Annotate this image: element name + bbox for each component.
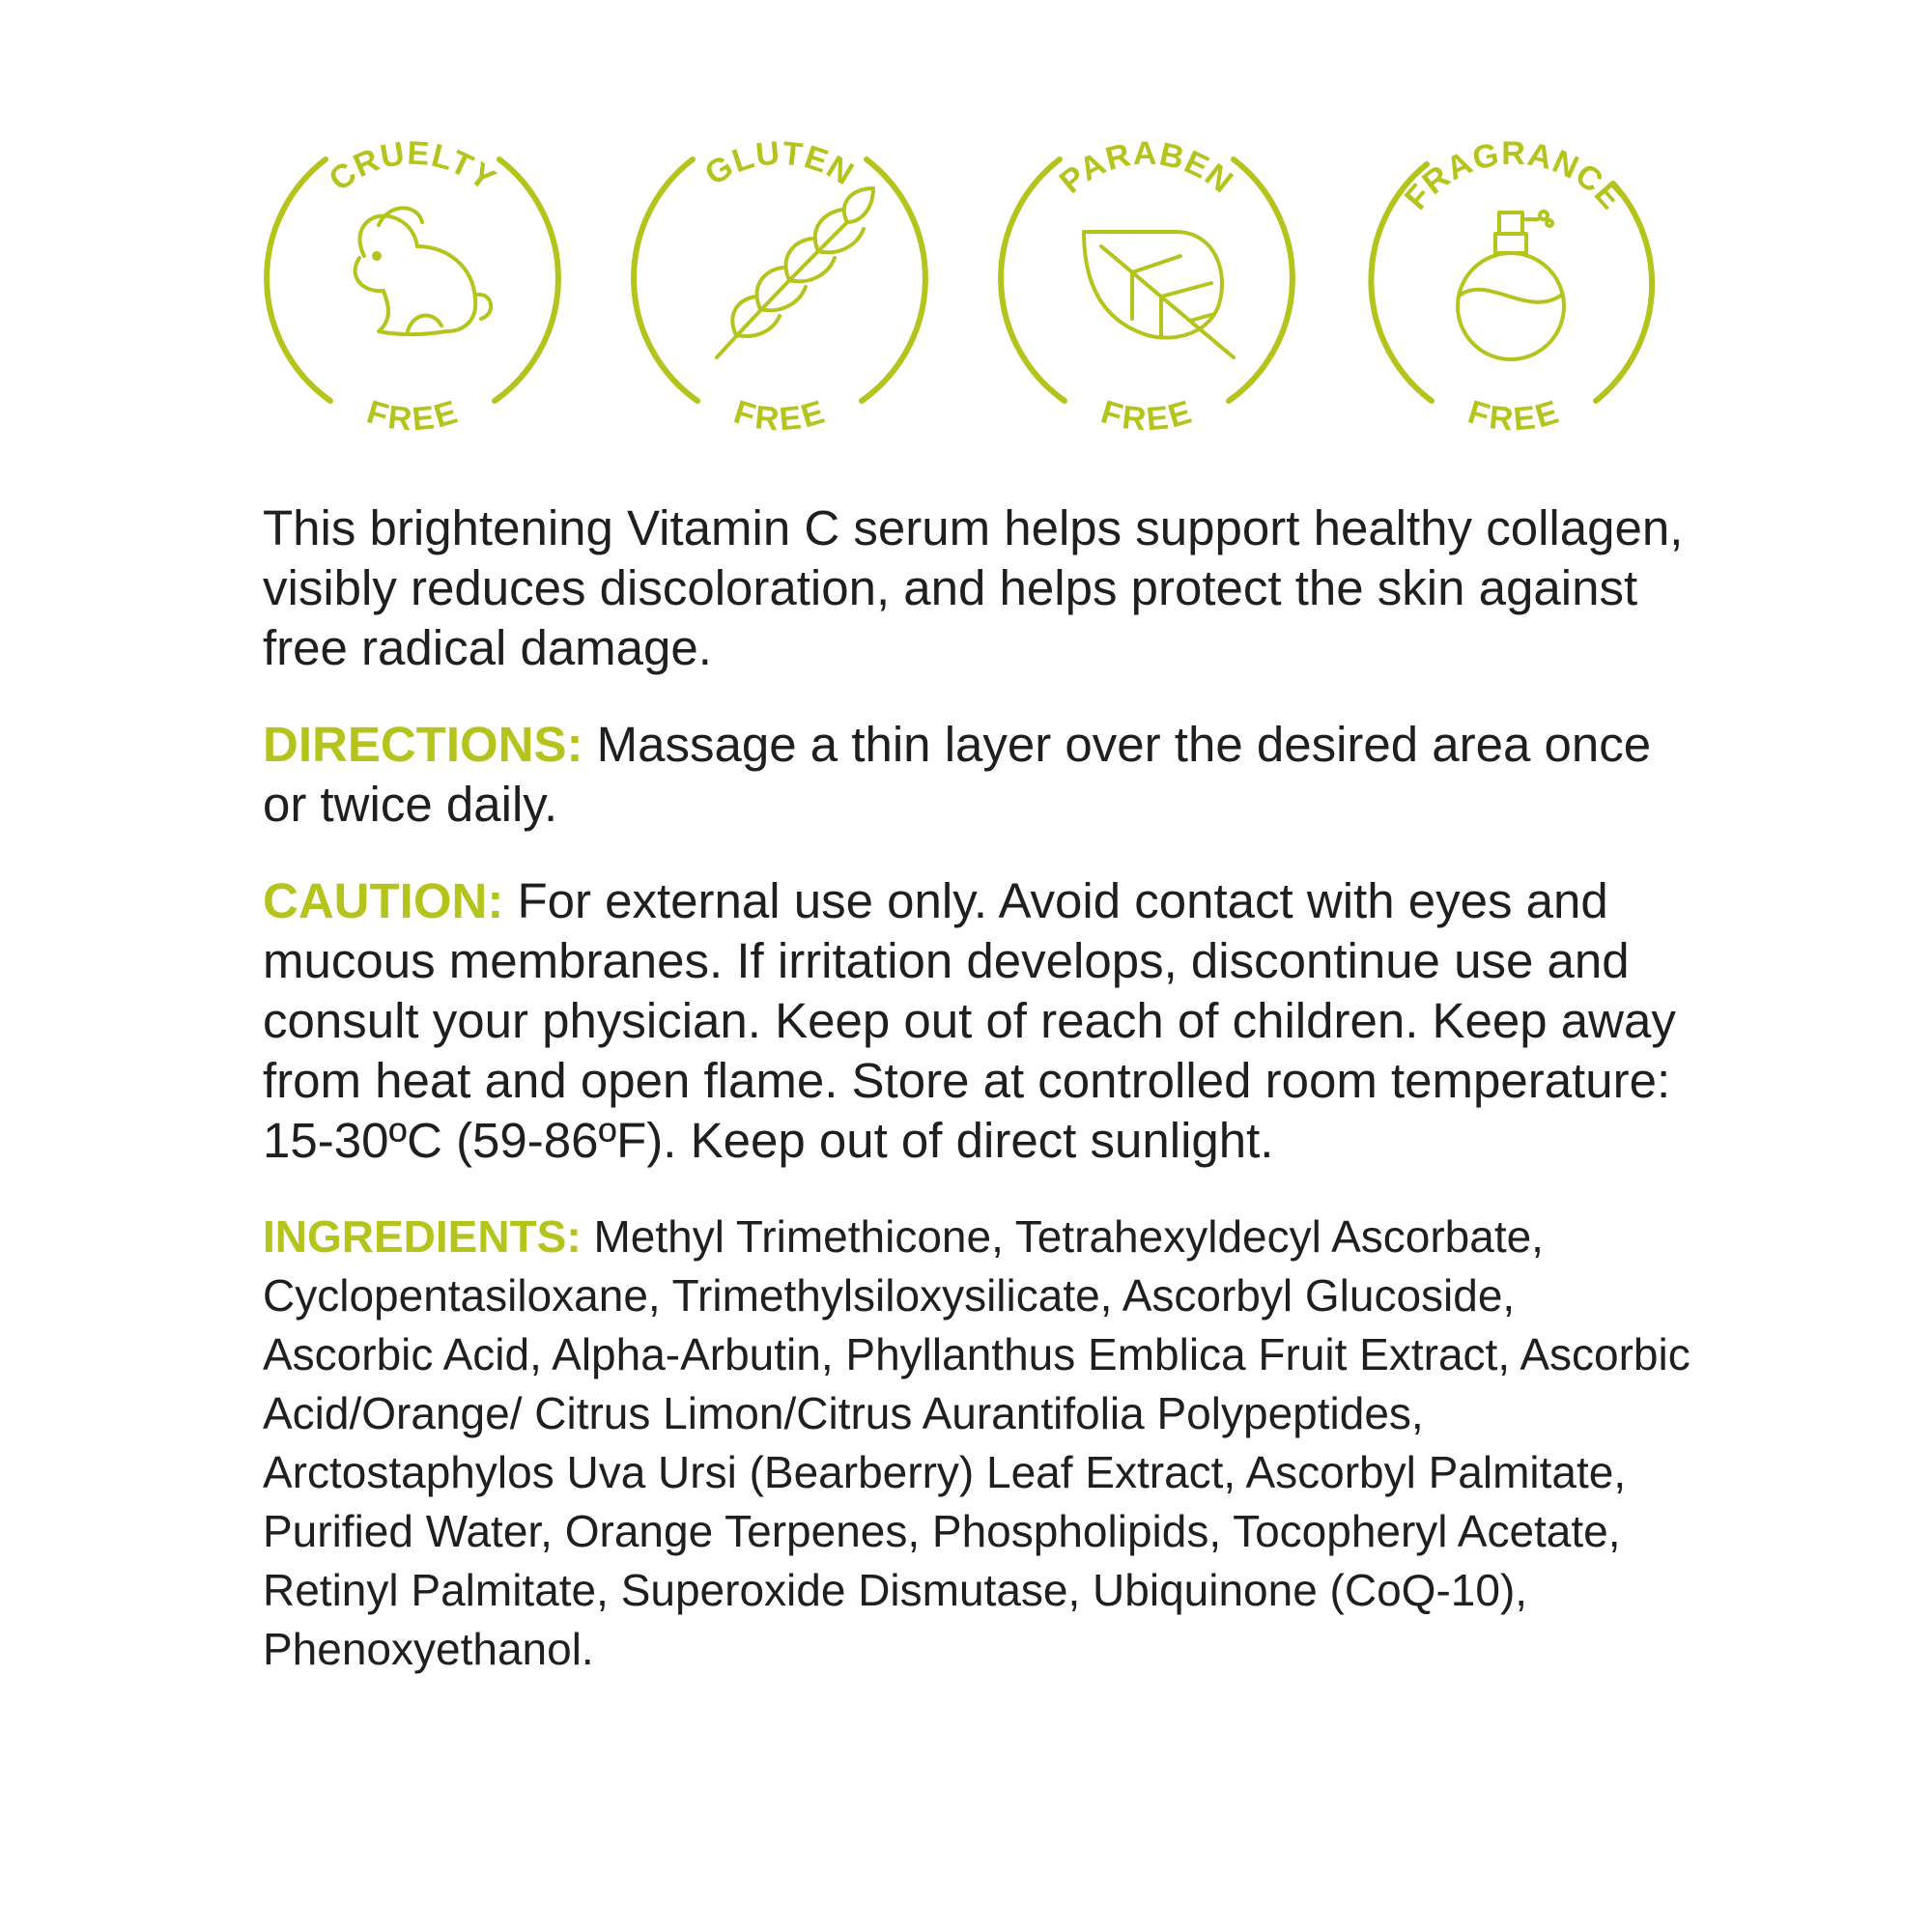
caution-section (263, 871, 1692, 1171)
directions-heading: DIRECTIONS: (263, 717, 583, 772)
product-description: This brightening Vitamin C serum helps support healthy collagen, visibly reduces discoloration, and helps protect the skin against free radical damage. (263, 500, 1684, 675)
badge-paraben-free (987, 111, 1306, 459)
rabbit-icon (355, 208, 492, 334)
badge-bottom-label: FREE (1463, 393, 1564, 439)
badge-gluten-free-graphic (620, 111, 939, 459)
badge-bottom-label: FREE (729, 393, 830, 439)
badge-top-label: FRAGRANCE (1397, 134, 1631, 217)
badge-cruelty-free-graphic (253, 111, 572, 459)
directions-section (263, 715, 1692, 835)
badge-paraben-free-graphic (987, 111, 1306, 459)
free-from-badges (0, 0, 1932, 464)
badge-fragrance-free-graphic (1354, 111, 1673, 459)
badge-top-label: GLUTEN (698, 134, 861, 193)
badge-cruelty-free (253, 111, 572, 459)
badge-gluten-free (620, 111, 939, 459)
badge-top-label: PARABEN (1052, 134, 1240, 201)
badge-bottom-label: FREE (362, 393, 463, 439)
wheat-icon (717, 188, 873, 357)
directions-text: Massage a thin layer over the desired area once or twice daily. (263, 717, 1652, 832)
product-info (263, 498, 1692, 1716)
caution-heading: CAUTION: (263, 873, 504, 928)
ingredients-text: Methyl Trimethicone, Tetrahexyldecyl Ascorbate, Cyclopentasiloxane, Trimethylsiloxysilicate, Ascorbyl Glucoside, Ascorbic Acid, Alpha-Arbutin, Phyllanthus Emblica Fruit Extract, Ascorbic Acid/Orange/ Citrus Limon/Citrus Aurantifolia Polypeptides, Arctostaphylos Uva Ursi (Bearberry) Leaf Extract, Ascorbyl Palmitate, Purified Water, Orange Terpenes, Phospholipids, Tocopheryl Acetate, Retinyl Palmitate, Superoxide Dismutase, Ubiquinone (CoQ-10), Phenoxyethanol. (263, 1211, 1690, 1674)
badge-bottom-label: FREE (1096, 393, 1197, 439)
caution-text: For external use only. Avoid contact with eyes and mucous membranes. If irritation develops, discontinue use and consult your physician. Keep out of reach of children. Keep away from heat and open flame. Store at controlled room temperature: 15-30ºC (59-86ºF). Keep out of direct sunlight. (263, 873, 1676, 1168)
leaf-icon (1084, 232, 1234, 357)
ingredients-section (263, 1208, 1692, 1679)
badge-fragrance-free (1354, 111, 1673, 459)
ingredients-heading: INGREDIENTS: (263, 1211, 582, 1262)
badge-top-label: CRUELTY (322, 134, 503, 199)
perfume-bottle-icon (1458, 212, 1564, 359)
